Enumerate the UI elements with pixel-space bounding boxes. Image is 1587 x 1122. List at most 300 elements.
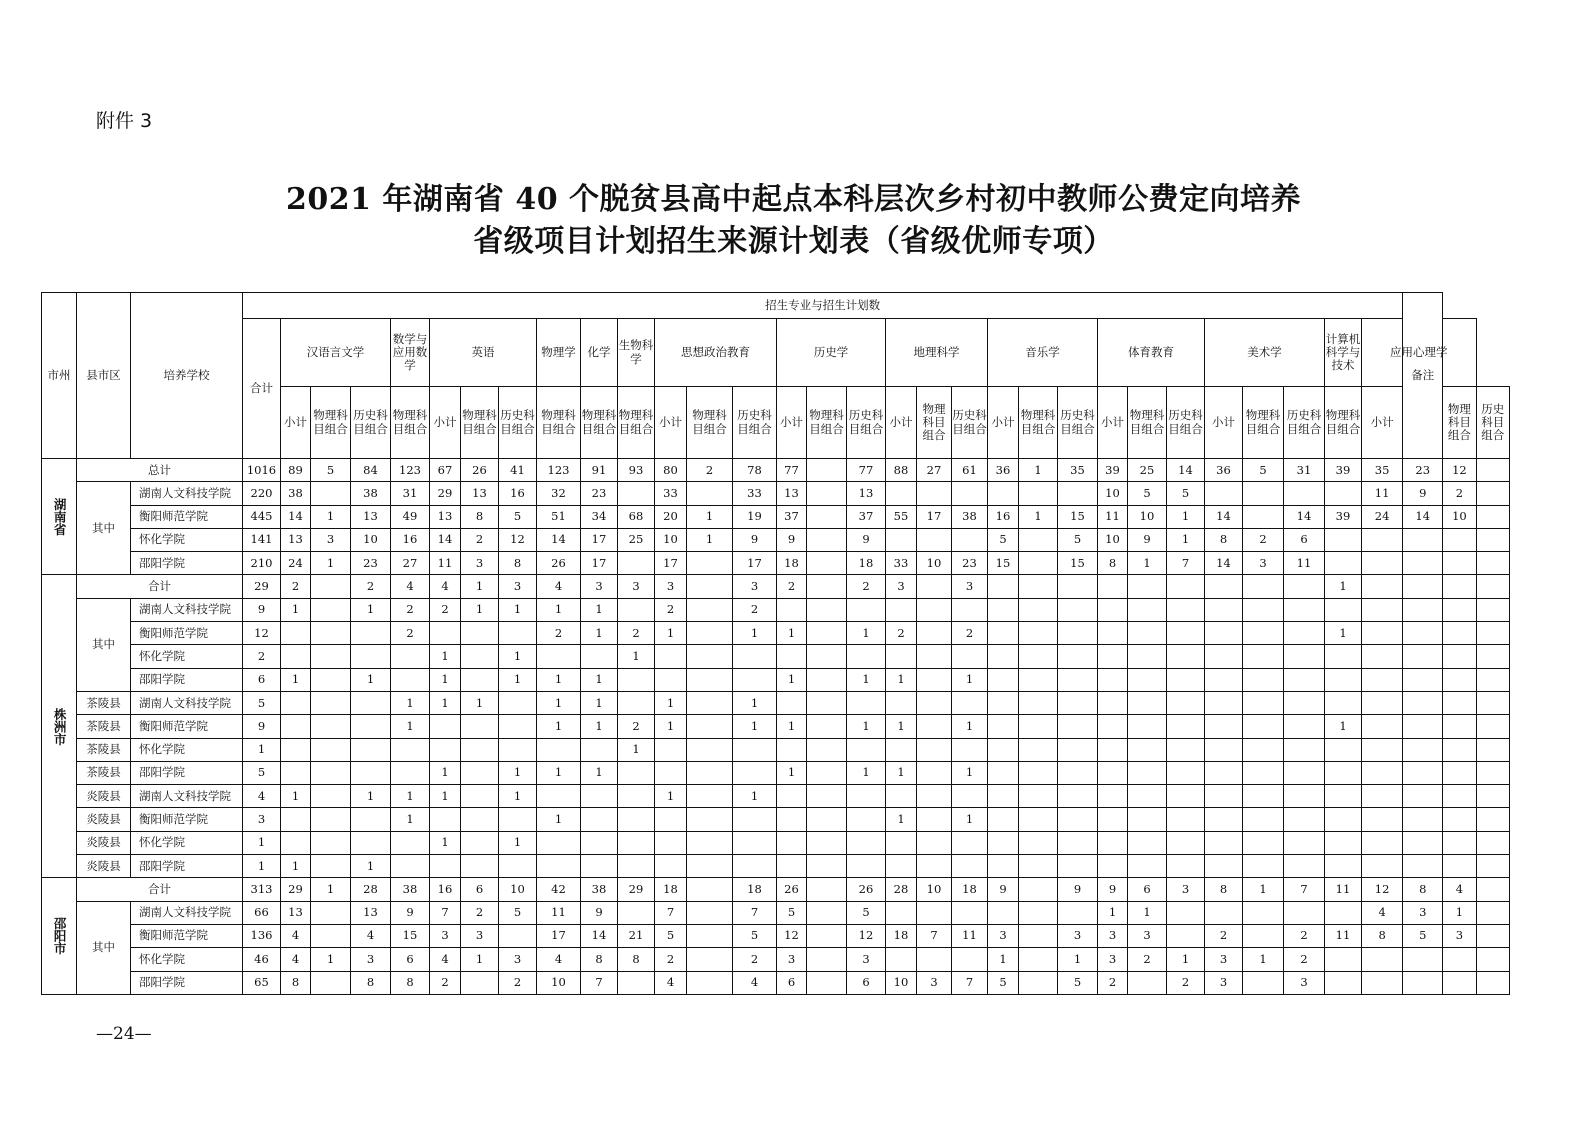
value-cell: 1: [777, 668, 807, 691]
total-cell: 29: [243, 575, 281, 598]
value-cell: [1403, 948, 1443, 971]
value-cell: 9: [1403, 482, 1443, 505]
value-cell: 2: [537, 622, 581, 645]
value-cell: 7: [1167, 552, 1205, 575]
value-cell: [1443, 948, 1476, 971]
header-major: 音乐学: [988, 319, 1098, 387]
value-cell: 15: [1058, 552, 1098, 575]
value-cell: [1362, 575, 1403, 598]
value-cell: [988, 761, 1019, 784]
total-cell: 5: [243, 691, 281, 714]
value-cell: [311, 598, 351, 621]
value-cell: 1: [581, 668, 618, 691]
value-cell: 5: [1128, 482, 1167, 505]
value-cell: [687, 808, 733, 831]
value-cell: 14: [1205, 505, 1243, 528]
value-cell: 1: [952, 808, 988, 831]
value-cell: 1: [499, 785, 537, 808]
value-cell: [618, 482, 655, 505]
header-subcolumn: 物理科目组合: [1443, 387, 1476, 459]
header-subcolumn: 历史科目组合: [1284, 387, 1325, 459]
value-cell: [1128, 831, 1167, 854]
value-cell: [1325, 761, 1362, 784]
value-cell: 25: [618, 528, 655, 551]
value-cell: [1243, 855, 1284, 878]
value-cell: [1205, 691, 1243, 714]
value-cell: [847, 831, 886, 854]
value-cell: [311, 855, 351, 878]
value-cell: [537, 785, 581, 808]
value-cell: 1: [537, 691, 581, 714]
value-cell: 3: [351, 948, 391, 971]
value-cell: [687, 785, 733, 808]
header-school: 培养学校: [131, 293, 243, 459]
value-cell: 18: [777, 552, 807, 575]
table-row: [42, 459, 1510, 482]
value-cell: [1243, 668, 1284, 691]
value-cell: [499, 808, 537, 831]
header-major: 数学与应用数学: [391, 319, 430, 387]
value-cell: [687, 901, 733, 924]
value-cell: 9: [391, 901, 430, 924]
value-cell: 5: [777, 901, 807, 924]
value-cell: [1325, 785, 1362, 808]
value-cell: [1325, 598, 1362, 621]
value-cell: [807, 761, 847, 784]
value-cell: [1443, 831, 1476, 854]
value-cell: [1403, 715, 1443, 738]
value-cell: 11: [1325, 878, 1362, 901]
value-cell: 29: [430, 482, 461, 505]
value-cell: [1167, 598, 1205, 621]
value-cell: [1403, 598, 1443, 621]
value-cell: 3: [618, 575, 655, 598]
value-cell: 89: [281, 459, 311, 482]
value-cell: [391, 668, 430, 691]
value-cell: [281, 691, 311, 714]
value-cell: [1019, 831, 1058, 854]
attachment-label: 附件 3: [96, 110, 153, 132]
school-cell: 怀化学院: [131, 948, 243, 971]
header-major: 地理科学: [886, 319, 988, 387]
value-cell: 23: [351, 552, 391, 575]
value-cell: [1058, 668, 1098, 691]
value-cell: 1: [1243, 948, 1284, 971]
value-cell: 2: [687, 459, 733, 482]
table-row: [42, 808, 1510, 831]
value-cell: [618, 971, 655, 994]
county-cell: 其中: [77, 598, 131, 691]
value-cell: [733, 761, 777, 784]
value-cell: [917, 575, 952, 598]
value-cell: [1128, 575, 1167, 598]
value-cell: 2: [1098, 971, 1128, 994]
value-cell: [1476, 482, 1509, 505]
value-cell: 4: [281, 924, 311, 947]
county-cell: 炎陵县: [77, 785, 131, 808]
value-cell: 3: [777, 948, 807, 971]
value-cell: 2: [461, 901, 499, 924]
total-cell: 65: [243, 971, 281, 994]
value-cell: 39: [1098, 459, 1128, 482]
value-cell: 13: [430, 505, 461, 528]
total-cell: 46: [243, 948, 281, 971]
value-cell: [1128, 761, 1167, 784]
value-cell: [952, 948, 988, 971]
value-cell: [733, 808, 777, 831]
value-cell: 1: [655, 715, 687, 738]
value-cell: [1128, 855, 1167, 878]
value-cell: 15: [391, 924, 430, 947]
value-cell: [807, 855, 847, 878]
value-cell: [807, 715, 847, 738]
group-total-label: 总计: [77, 459, 243, 482]
value-cell: [430, 808, 461, 831]
value-cell: 24: [281, 552, 311, 575]
value-cell: [581, 808, 618, 831]
value-cell: 21: [618, 924, 655, 947]
value-cell: 8: [1205, 878, 1243, 901]
value-cell: [1243, 715, 1284, 738]
value-cell: [1284, 575, 1325, 598]
value-cell: [1058, 901, 1098, 924]
total-cell: 136: [243, 924, 281, 947]
value-cell: [391, 855, 430, 878]
value-cell: 7: [733, 901, 777, 924]
value-cell: [988, 482, 1019, 505]
value-cell: [1205, 901, 1243, 924]
value-cell: 27: [917, 459, 952, 482]
value-cell: [1019, 552, 1058, 575]
value-cell: 1: [537, 598, 581, 621]
header-major: 思想政治教育: [655, 319, 777, 387]
value-cell: 2: [618, 715, 655, 738]
value-cell: [1058, 575, 1098, 598]
value-cell: [917, 715, 952, 738]
value-cell: 3: [461, 924, 499, 947]
value-cell: 2: [1443, 482, 1476, 505]
value-cell: [1476, 785, 1509, 808]
value-cell: [1167, 715, 1205, 738]
value-cell: [537, 645, 581, 668]
value-cell: [1362, 831, 1403, 854]
table-row: [42, 738, 1510, 761]
value-cell: 68: [618, 505, 655, 528]
value-cell: [687, 552, 733, 575]
header-major: 应用心理学: [1362, 319, 1477, 387]
value-cell: [1284, 738, 1325, 761]
value-cell: 19: [733, 505, 777, 528]
value-cell: [311, 924, 351, 947]
value-cell: 17: [733, 552, 777, 575]
table-row: [42, 598, 1510, 621]
value-cell: 3: [1243, 552, 1284, 575]
city-cell: 邵阳市: [42, 878, 77, 994]
value-cell: 1: [430, 691, 461, 714]
value-cell: [351, 808, 391, 831]
header-subcolumn: 物理科目组合: [687, 387, 733, 459]
table-row: [42, 971, 1510, 994]
value-cell: [1205, 482, 1243, 505]
value-cell: [1325, 855, 1362, 878]
value-cell: [917, 668, 952, 691]
value-cell: 3: [1443, 924, 1476, 947]
value-cell: [1476, 831, 1509, 854]
value-cell: 3: [1205, 971, 1243, 994]
value-cell: [1284, 691, 1325, 714]
value-cell: [1284, 808, 1325, 831]
value-cell: [1167, 901, 1205, 924]
value-cell: 14: [537, 528, 581, 551]
value-cell: [499, 622, 537, 645]
header-subcolumn: 物理科目组合: [1325, 387, 1362, 459]
value-cell: [733, 668, 777, 691]
value-cell: 11: [1284, 552, 1325, 575]
value-cell: [886, 645, 917, 668]
value-cell: [1403, 855, 1443, 878]
value-cell: [1476, 459, 1509, 482]
value-cell: [1325, 668, 1362, 691]
value-cell: [1443, 738, 1476, 761]
value-cell: 7: [917, 924, 952, 947]
header-subcolumn: 物理科目组合: [1019, 387, 1058, 459]
value-cell: 1: [733, 715, 777, 738]
school-cell: 湖南人文科技学院: [131, 691, 243, 714]
value-cell: [1243, 831, 1284, 854]
value-cell: 3: [1128, 924, 1167, 947]
school-cell: 湖南人文科技学院: [131, 901, 243, 924]
value-cell: [1098, 738, 1128, 761]
value-cell: [1205, 598, 1243, 621]
value-cell: [311, 715, 351, 738]
value-cell: [1098, 785, 1128, 808]
value-cell: 5: [499, 901, 537, 924]
value-cell: [1403, 971, 1443, 994]
header-major: 美术学: [1205, 319, 1325, 387]
school-cell: 衡阳师范学院: [131, 505, 243, 528]
value-cell: 9: [733, 528, 777, 551]
county-cell: 茶陵县: [77, 715, 131, 738]
school-cell: 湖南人文科技学院: [131, 482, 243, 505]
value-cell: 17: [917, 505, 952, 528]
value-cell: 14: [581, 924, 618, 947]
total-cell: 445: [243, 505, 281, 528]
total-cell: 6: [243, 668, 281, 691]
value-cell: [1325, 831, 1362, 854]
value-cell: [777, 598, 807, 621]
value-cell: 1: [1325, 575, 1362, 598]
value-cell: [311, 691, 351, 714]
value-cell: [807, 831, 847, 854]
school-cell: 衡阳师范学院: [131, 622, 243, 645]
value-cell: 12: [1443, 459, 1476, 482]
value-cell: 10: [1098, 482, 1128, 505]
value-cell: 1: [281, 598, 311, 621]
value-cell: 5: [988, 528, 1019, 551]
value-cell: [807, 901, 847, 924]
value-cell: [1325, 948, 1362, 971]
value-cell: 1: [430, 761, 461, 784]
value-cell: 7: [1284, 878, 1325, 901]
value-cell: 2: [733, 598, 777, 621]
value-cell: [1476, 924, 1509, 947]
value-cell: 9: [1098, 878, 1128, 901]
value-cell: [1019, 598, 1058, 621]
value-cell: [917, 808, 952, 831]
value-cell: 7: [430, 901, 461, 924]
value-cell: [807, 459, 847, 482]
value-cell: [461, 785, 499, 808]
header-major: 物理学: [537, 319, 581, 387]
value-cell: 3: [1403, 901, 1443, 924]
value-cell: [1098, 575, 1128, 598]
value-cell: 2: [430, 598, 461, 621]
value-cell: [311, 575, 351, 598]
value-cell: [1205, 855, 1243, 878]
value-cell: [1443, 552, 1476, 575]
total-cell: 1: [243, 738, 281, 761]
table-row: [42, 715, 1510, 738]
value-cell: [351, 645, 391, 668]
value-cell: [1325, 808, 1362, 831]
value-cell: [687, 715, 733, 738]
value-cell: [1243, 622, 1284, 645]
value-cell: [777, 808, 807, 831]
value-cell: [687, 598, 733, 621]
value-cell: [1325, 901, 1362, 924]
header-subcolumn: 物理科目组合: [618, 387, 655, 459]
value-cell: 1: [537, 808, 581, 831]
value-cell: 1: [1019, 505, 1058, 528]
value-cell: [311, 785, 351, 808]
value-cell: [807, 785, 847, 808]
value-cell: 14: [1284, 505, 1325, 528]
value-cell: [1019, 738, 1058, 761]
value-cell: [1167, 668, 1205, 691]
value-cell: 1: [391, 808, 430, 831]
header-remark: 备注: [1403, 293, 1443, 459]
value-cell: 3: [733, 575, 777, 598]
value-cell: 1: [581, 761, 618, 784]
table-row: [42, 552, 1510, 575]
value-cell: 4: [430, 575, 461, 598]
value-cell: [807, 622, 847, 645]
value-cell: [847, 808, 886, 831]
value-cell: 13: [281, 901, 311, 924]
value-cell: 26: [461, 459, 499, 482]
value-cell: 1: [311, 552, 351, 575]
header-subcolumn: 小计: [430, 387, 461, 459]
value-cell: [952, 738, 988, 761]
value-cell: 38: [581, 878, 618, 901]
value-cell: 7: [952, 971, 988, 994]
header-county: 县市区: [77, 293, 131, 459]
value-cell: 3: [1058, 924, 1098, 947]
value-cell: 26: [847, 878, 886, 901]
total-cell: 1: [243, 855, 281, 878]
value-cell: 1: [499, 831, 537, 854]
value-cell: 8: [1098, 552, 1128, 575]
value-cell: 13: [847, 482, 886, 505]
total-cell: 4: [243, 785, 281, 808]
value-cell: [988, 738, 1019, 761]
value-cell: 17: [655, 552, 687, 575]
table-row: [42, 575, 1510, 598]
value-cell: [281, 761, 311, 784]
header-subcolumn: 历史科目组合: [952, 387, 988, 459]
value-cell: 38: [952, 505, 988, 528]
header-subcolumn: 小计: [1362, 387, 1403, 459]
header-major: 化学: [581, 319, 618, 387]
value-cell: 3: [499, 948, 537, 971]
header-majors-group: 招生专业与招生计划数: [243, 293, 1403, 319]
value-cell: [1284, 785, 1325, 808]
value-cell: [917, 948, 952, 971]
header-subcolumn: 物理科目组合: [807, 387, 847, 459]
value-cell: 6: [391, 948, 430, 971]
county-cell: 炎陵县: [77, 855, 131, 878]
table-row: [42, 785, 1510, 808]
value-cell: [281, 808, 311, 831]
value-cell: [1476, 878, 1509, 901]
value-cell: 32: [537, 482, 581, 505]
value-cell: [1325, 528, 1362, 551]
value-cell: [988, 715, 1019, 738]
value-cell: 78: [733, 459, 777, 482]
value-cell: [655, 808, 687, 831]
value-cell: 1: [777, 622, 807, 645]
value-cell: [1167, 924, 1205, 947]
value-cell: 1: [1019, 459, 1058, 482]
value-cell: 3: [430, 924, 461, 947]
value-cell: [1284, 715, 1325, 738]
value-cell: 17: [581, 552, 618, 575]
school-cell: 邵阳学院: [131, 668, 243, 691]
value-cell: [1403, 831, 1443, 854]
value-cell: [1019, 924, 1058, 947]
value-cell: [281, 738, 311, 761]
value-cell: [886, 528, 917, 551]
value-cell: 17: [581, 528, 618, 551]
value-cell: [886, 831, 917, 854]
value-cell: [807, 482, 847, 505]
value-cell: [1128, 971, 1167, 994]
value-cell: [1058, 715, 1098, 738]
value-cell: [1019, 971, 1058, 994]
value-cell: [917, 831, 952, 854]
total-cell: 1016: [243, 459, 281, 482]
value-cell: 5: [1058, 971, 1098, 994]
value-cell: 4: [1443, 878, 1476, 901]
value-cell: [1167, 855, 1205, 878]
value-cell: 5: [1243, 459, 1284, 482]
total-cell: 66: [243, 901, 281, 924]
value-cell: 2: [733, 948, 777, 971]
value-cell: 1: [618, 738, 655, 761]
value-cell: [1128, 691, 1167, 714]
value-cell: 13: [461, 482, 499, 505]
value-cell: 4: [391, 575, 430, 598]
value-cell: 1: [391, 691, 430, 714]
value-cell: 2: [655, 948, 687, 971]
value-cell: [988, 622, 1019, 645]
value-cell: 10: [917, 552, 952, 575]
value-cell: [1362, 948, 1403, 971]
value-cell: [1128, 715, 1167, 738]
value-cell: [391, 738, 430, 761]
value-cell: [988, 808, 1019, 831]
value-cell: 42: [537, 878, 581, 901]
